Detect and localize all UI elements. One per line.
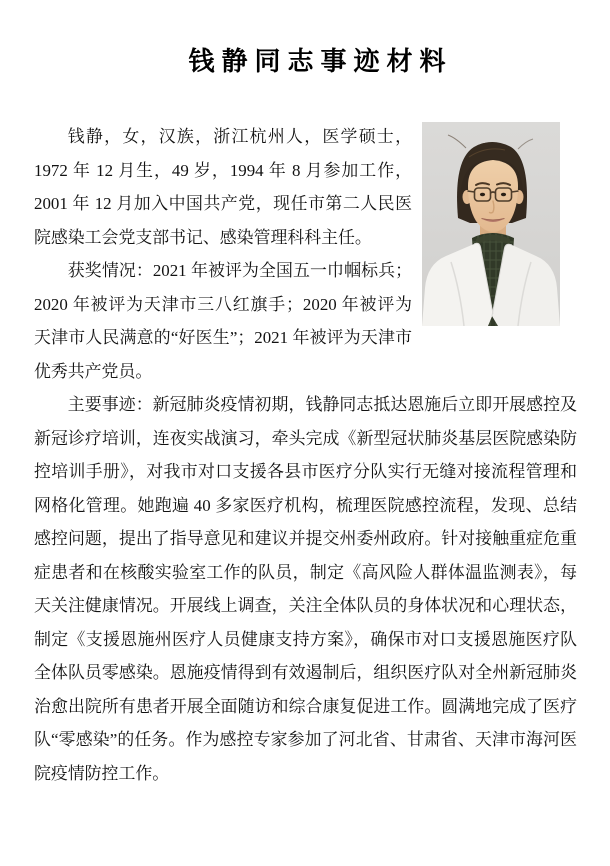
paragraph-main-deeds: 主要事迹：新冠肺炎疫情初期，钱静同志抵达恩施后立即开展感控及新冠诊疗培训，连夜实战演习，牵头完成《新型冠状肺炎基层医院感染防控培训手册》，对我市对口支援各县市医疗分队实行无缝对接流程管理和网格化管理。她跑遍 40 多家医疗机构，梳理医院感控流程，发现、总结感控问题，提出了指导意见和建议并提交州委州政府。针对接触重症危重症患者和在核酸实验室工作的队员，制定《高风险人群体温监测表》，每天关注健康情况。开展线上调查，关注全体队员的身体状况和心理状态，制定《支援恩施州医疗人员健康支持方案》，确保市对口支援恩施医疗队全体队员零感染。恩施疫情得到有效遏制后，组织医疗队对全州新冠肺炎治愈出院所有患者开展全面随访和综合康复促进工作。圆满地完成了医疗队“零感染”的任务。作为感控专家参加了河北省、甘肃省、天津市海河医院疫情防控工作。 — [34, 395, 577, 783]
document-page — [0, 46, 610, 866]
document-body — [34, 120, 577, 790]
paragraph-intro: 钱静，女，汉族，浙江杭州人，医学硕士，1972 年 12 月生，49 岁，1994 年 8 月参加工作，2001 年 12 月加入中国共产党，现任市第二人民医院感染工会党支部书记、感染管理科科主任。 — [34, 127, 412, 247]
portrait-photo — [422, 122, 560, 326]
document-title: 钱静同志事迹材料 — [188, 46, 453, 76]
paragraph-awards: 获奖情况：2021 年被评为全国五一巾帼标兵；2020 年被评为天津市三八红旗手；2020 年被评为天津市人民满意的“好医生”；2021 年被评为天津市优秀共产党员。 — [34, 261, 412, 381]
portrait-photo-image — [422, 122, 560, 326]
